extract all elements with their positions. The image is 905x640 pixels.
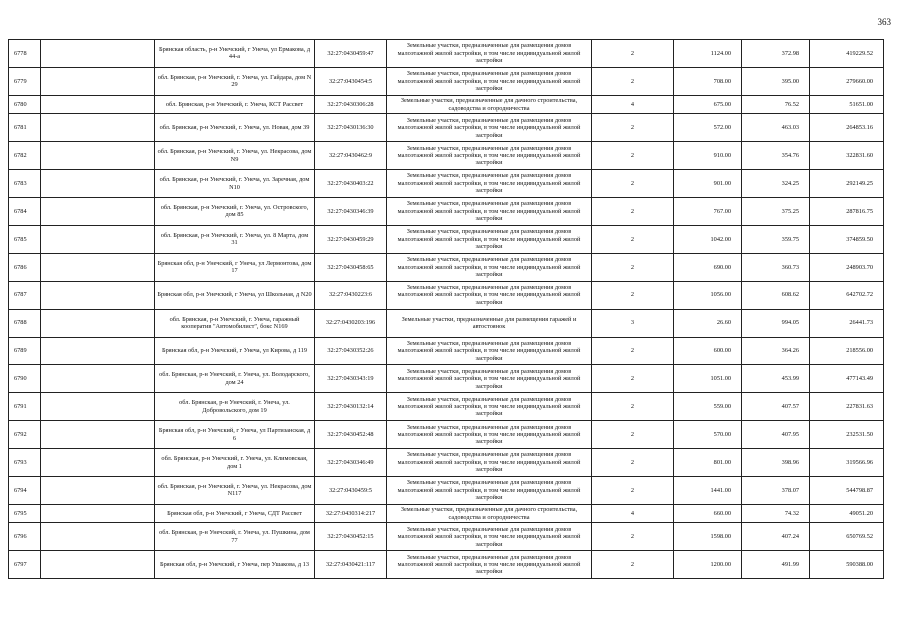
address-cell: обл. Брянская, р-н Унечский, г. Унеча, ул. Климовская, дом 1 bbox=[155, 449, 315, 477]
land-purpose-cell: Земельные участки, предназначенные для размещения домов малоэтажной жилой застройки, в том числе индивидуальной жилой застройки bbox=[387, 198, 592, 226]
land-purpose-cell: Земельные участки, предназначенные для размещения домов малоэтажной жилой застройки, в том числе индивидуальной жилой застройки bbox=[387, 114, 592, 142]
row-number-cell: 6786 bbox=[9, 253, 41, 281]
address-cell: обл. Брянская, р-н Унечский, г. Унеча, КСТ Рассвет bbox=[155, 95, 315, 114]
cadastral-value-cell: 287816.75 bbox=[810, 198, 884, 226]
cadastral-number-cell: 32:27:0430136:30 bbox=[315, 114, 387, 142]
address-cell: обл. Брянская, р-н Унечский, г. Унеча, ул. Гайдара, дом N 29 bbox=[155, 67, 315, 95]
cadastral-value-cell: 248903.70 bbox=[810, 253, 884, 281]
area-cell: 600.00 bbox=[674, 337, 742, 365]
table-row bbox=[9, 142, 884, 170]
specific-value-cell: 360.73 bbox=[742, 253, 810, 281]
area-cell: 1056.00 bbox=[674, 281, 742, 309]
area-cell: 1441.00 bbox=[674, 476, 742, 504]
specific-value-cell: 359.75 bbox=[742, 225, 810, 253]
table-row bbox=[9, 523, 884, 551]
cadastral-value-cell: 232531.50 bbox=[810, 421, 884, 449]
row-number-cell: 6782 bbox=[9, 142, 41, 170]
specific-value-cell: 395.00 bbox=[742, 67, 810, 95]
group-cell: 3 bbox=[592, 309, 674, 337]
area-cell: 660.00 bbox=[674, 504, 742, 523]
cadastral-number-cell: 32:27:0430203:196 bbox=[315, 309, 387, 337]
blank-cell bbox=[41, 67, 155, 95]
group-cell: 2 bbox=[592, 40, 674, 68]
address-cell: обл. Брянская, р-н Унечский, г. Унеча, ул. Некрасова, дом N117 bbox=[155, 476, 315, 504]
address-cell: Брянская область, р-н Унечский, г Унеча, ул Ермакова, д 44-а bbox=[155, 40, 315, 68]
group-cell: 4 bbox=[592, 504, 674, 523]
cadastral-number-cell: 32:27:0430314:217 bbox=[315, 504, 387, 523]
specific-value-cell: 407.24 bbox=[742, 523, 810, 551]
cadastral-value-cell: 292149.25 bbox=[810, 170, 884, 198]
area-cell: 572.00 bbox=[674, 114, 742, 142]
address-cell: обл. Брянская, р-н Унечский, г. Унеча, ул. Островского, дом 85 bbox=[155, 198, 315, 226]
address-cell: Брянская обл, р-н Унечский, г Унеча, ул Кирова, д 119 bbox=[155, 337, 315, 365]
address-cell: обл. Брянская, р-н Унечский, г. Унеча, ул. Володарского, дом 24 bbox=[155, 365, 315, 393]
row-number-cell: 6783 bbox=[9, 170, 41, 198]
cadastral-number-cell: 32:27:0430459:5 bbox=[315, 476, 387, 504]
blank-cell bbox=[41, 225, 155, 253]
table-row bbox=[9, 40, 884, 68]
cadastral-value-cell: 544798.87 bbox=[810, 476, 884, 504]
specific-value-cell: 372.98 bbox=[742, 40, 810, 68]
row-number-cell: 6792 bbox=[9, 421, 41, 449]
area-cell: 708.00 bbox=[674, 67, 742, 95]
row-number-cell: 6794 bbox=[9, 476, 41, 504]
area-cell: 901.00 bbox=[674, 170, 742, 198]
land-purpose-cell: Земельные участки, предназначенные для размещения домов малоэтажной жилой застройки, в том числе индивидуальной жилой застройки bbox=[387, 421, 592, 449]
blank-cell bbox=[41, 337, 155, 365]
table-row bbox=[9, 309, 884, 337]
table-row bbox=[9, 393, 884, 421]
cadastral-number-cell: 32:27:0430459:47 bbox=[315, 40, 387, 68]
blank-cell bbox=[41, 142, 155, 170]
address-cell: обл. Брянская, р-н Унечский, г. Унеча, ул. Добровольского, дом 19 bbox=[155, 393, 315, 421]
cadastral-value-cell: 51651.00 bbox=[810, 95, 884, 114]
specific-value-cell: 994.05 bbox=[742, 309, 810, 337]
group-cell: 2 bbox=[592, 142, 674, 170]
cadastral-number-cell: 32:27:0430452:48 bbox=[315, 421, 387, 449]
table-row bbox=[9, 337, 884, 365]
cadastral-value-cell: 218556.00 bbox=[810, 337, 884, 365]
specific-value-cell: 354.76 bbox=[742, 142, 810, 170]
blank-cell bbox=[41, 114, 155, 142]
cadastral-number-cell: 32:27:0430459:29 bbox=[315, 225, 387, 253]
specific-value-cell: 398.96 bbox=[742, 449, 810, 477]
land-purpose-cell: Земельные участки, предназначенные для размещения домов малоэтажной жилой застройки, в том числе индивидуальной жилой застройки bbox=[387, 449, 592, 477]
group-cell: 2 bbox=[592, 198, 674, 226]
cadastral-value-cell: 419229.52 bbox=[810, 40, 884, 68]
land-purpose-cell: Земельные участки, предназначенные для размещения домов малоэтажной жилой застройки, в том числе индивидуальной жилой застройки bbox=[387, 170, 592, 198]
cadastral-value-cell: 590388.00 bbox=[810, 551, 884, 579]
cadastral-number-cell: 32:27:0430458:65 bbox=[315, 253, 387, 281]
row-number-cell: 6791 bbox=[9, 393, 41, 421]
land-purpose-cell: Земельные участки, предназначенные для размещения домов малоэтажной жилой застройки, в том числе индивидуальной жилой застройки bbox=[387, 365, 592, 393]
address-cell: обл. Брянская, р-н Унечский, г. Унеча, ул. 8 Марта, дом 31 bbox=[155, 225, 315, 253]
row-number-cell: 6778 bbox=[9, 40, 41, 68]
table-row bbox=[9, 551, 884, 579]
address-cell: Брянская обл, р-н Унечский, г Унеча, ул Лермонтова, дом 17 bbox=[155, 253, 315, 281]
row-number-cell: 6781 bbox=[9, 114, 41, 142]
blank-cell bbox=[41, 393, 155, 421]
address-cell: Брянская обл, р-н Унечский, г Унеча, СДТ Рассвет bbox=[155, 504, 315, 523]
land-purpose-cell: Земельные участки, предназначенные для размещения домов малоэтажной жилой застройки, в том числе индивидуальной жилой застройки bbox=[387, 281, 592, 309]
land-purpose-cell: Земельные участки, предназначенные для дачного строительства, садоводства и огородничества bbox=[387, 504, 592, 523]
group-cell: 2 bbox=[592, 67, 674, 95]
group-cell: 4 bbox=[592, 95, 674, 114]
row-number-cell: 6785 bbox=[9, 225, 41, 253]
table-body bbox=[9, 40, 884, 579]
table-row bbox=[9, 95, 884, 114]
blank-cell bbox=[41, 449, 155, 477]
group-cell: 2 bbox=[592, 393, 674, 421]
blank-cell bbox=[41, 170, 155, 198]
cadastral-number-cell: 32:27:0430421:117 bbox=[315, 551, 387, 579]
cadastral-number-cell: 32:27:0430223:6 bbox=[315, 281, 387, 309]
blank-cell bbox=[41, 40, 155, 68]
cadastral-number-cell: 32:27:0430454:5 bbox=[315, 67, 387, 95]
land-purpose-cell: Земельные участки, предназначенные для размещения домов малоэтажной жилой застройки, в том числе индивидуальной жилой застройки bbox=[387, 337, 592, 365]
table-row bbox=[9, 67, 884, 95]
blank-cell bbox=[41, 421, 155, 449]
table-row bbox=[9, 198, 884, 226]
area-cell: 801.00 bbox=[674, 449, 742, 477]
group-cell: 2 bbox=[592, 170, 674, 198]
row-number-cell: 6793 bbox=[9, 449, 41, 477]
area-cell: 1124.00 bbox=[674, 40, 742, 68]
blank-cell bbox=[41, 281, 155, 309]
group-cell: 2 bbox=[592, 365, 674, 393]
land-purpose-cell: Земельные участки, предназначенные для размещения домов малоэтажной жилой застройки, в том числе индивидуальной жилой застройки bbox=[387, 142, 592, 170]
blank-cell bbox=[41, 523, 155, 551]
row-number-cell: 6788 bbox=[9, 309, 41, 337]
specific-value-cell: 453.99 bbox=[742, 365, 810, 393]
cadastral-value-cell: 477143.49 bbox=[810, 365, 884, 393]
blank-cell bbox=[41, 504, 155, 523]
cadastral-value-cell: 319566.96 bbox=[810, 449, 884, 477]
specific-value-cell: 324.25 bbox=[742, 170, 810, 198]
area-cell: 1051.00 bbox=[674, 365, 742, 393]
cadastral-number-cell: 32:27:0430132:14 bbox=[315, 393, 387, 421]
group-cell: 2 bbox=[592, 281, 674, 309]
land-purpose-cell: Земельные участки, предназначенные для размещения домов малоэтажной жилой застройки, в том числе индивидуальной жилой застройки bbox=[387, 523, 592, 551]
land-purpose-cell: Земельные участки, предназначенные для размещения домов малоэтажной жилой застройки, в том числе индивидуальной жилой застройки bbox=[387, 476, 592, 504]
cadastral-value-cell: 374859.50 bbox=[810, 225, 884, 253]
table-row bbox=[9, 504, 884, 523]
specific-value-cell: 378.07 bbox=[742, 476, 810, 504]
row-number-cell: 6789 bbox=[9, 337, 41, 365]
row-number-cell: 6797 bbox=[9, 551, 41, 579]
row-number-cell: 6795 bbox=[9, 504, 41, 523]
cadastral-number-cell: 32:27:0430343:19 bbox=[315, 365, 387, 393]
land-purpose-cell: Земельные участки, предназначенные для размещения домов малоэтажной жилой застройки, в том числе индивидуальной жилой застройки bbox=[387, 253, 592, 281]
area-cell: 559.00 bbox=[674, 393, 742, 421]
row-number-cell: 6796 bbox=[9, 523, 41, 551]
blank-cell bbox=[41, 309, 155, 337]
group-cell: 2 bbox=[592, 551, 674, 579]
area-cell: 570.00 bbox=[674, 421, 742, 449]
land-purpose-cell: Земельные участки, предназначенные для размещения домов малоэтажной жилой застройки, в том числе индивидуальной жилой застройки bbox=[387, 67, 592, 95]
cadastral-number-cell: 32:27:0430346:49 bbox=[315, 449, 387, 477]
cadastral-value-cell: 49051.20 bbox=[810, 504, 884, 523]
cadastral-value-cell: 227831.63 bbox=[810, 393, 884, 421]
cadastral-number-cell: 32:27:0430403:22 bbox=[315, 170, 387, 198]
group-cell: 2 bbox=[592, 225, 674, 253]
cadastral-value-cell: 279660.00 bbox=[810, 67, 884, 95]
land-purpose-cell: Земельные участки, предназначенные для размещения гаражей и автостоянок bbox=[387, 309, 592, 337]
cadastral-value-cell: 26441.73 bbox=[810, 309, 884, 337]
cadastral-number-cell: 32:27:0430352:26 bbox=[315, 337, 387, 365]
address-cell: Брянская обл, р-н Унечский, г Унеча, ул Школьная, д N20 bbox=[155, 281, 315, 309]
address-cell: обл. Брянская, р-н Унечский, г. Унеча, ул. Некрасова, дом N9 bbox=[155, 142, 315, 170]
table-row bbox=[9, 449, 884, 477]
table-row bbox=[9, 421, 884, 449]
table-row bbox=[9, 476, 884, 504]
group-cell: 2 bbox=[592, 337, 674, 365]
cadastral-number-cell: 32:27:0430452:15 bbox=[315, 523, 387, 551]
land-valuation-table bbox=[8, 39, 884, 579]
cadastral-value-cell: 650769.52 bbox=[810, 523, 884, 551]
row-number-cell: 6779 bbox=[9, 67, 41, 95]
cadastral-value-cell: 322831.60 bbox=[810, 142, 884, 170]
address-cell: Брянская обл, р-н Унечский, г Унеча, ул Партизанская, д 6 bbox=[155, 421, 315, 449]
table-row bbox=[9, 281, 884, 309]
address-cell: обл. Брянская, р-н Унечский, г. Унеча, ул. Новая, дом 39 bbox=[155, 114, 315, 142]
blank-cell bbox=[41, 551, 155, 579]
group-cell: 2 bbox=[592, 253, 674, 281]
specific-value-cell: 491.99 bbox=[742, 551, 810, 579]
cadastral-number-cell: 32:27:0430306:28 bbox=[315, 95, 387, 114]
specific-value-cell: 76.52 bbox=[742, 95, 810, 114]
area-cell: 767.00 bbox=[674, 198, 742, 226]
row-number-cell: 6780 bbox=[9, 95, 41, 114]
area-cell: 1042.00 bbox=[674, 225, 742, 253]
area-cell: 26.60 bbox=[674, 309, 742, 337]
row-number-cell: 6784 bbox=[9, 198, 41, 226]
group-cell: 2 bbox=[592, 421, 674, 449]
specific-value-cell: 375.25 bbox=[742, 198, 810, 226]
land-purpose-cell: Земельные участки, предназначенные для размещения домов малоэтажной жилой застройки, в том числе индивидуальной жилой застройки bbox=[387, 551, 592, 579]
row-number-cell: 6787 bbox=[9, 281, 41, 309]
cadastral-number-cell: 32:27:0430346:39 bbox=[315, 198, 387, 226]
group-cell: 2 bbox=[592, 476, 674, 504]
specific-value-cell: 407.57 bbox=[742, 393, 810, 421]
land-purpose-cell: Земельные участки, предназначенные для дачного строительства, садоводства и огородничества bbox=[387, 95, 592, 114]
area-cell: 1200.00 bbox=[674, 551, 742, 579]
cadastral-value-cell: 642702.72 bbox=[810, 281, 884, 309]
specific-value-cell: 364.26 bbox=[742, 337, 810, 365]
group-cell: 2 bbox=[592, 449, 674, 477]
blank-cell bbox=[41, 365, 155, 393]
specific-value-cell: 608.62 bbox=[742, 281, 810, 309]
specific-value-cell: 463.03 bbox=[742, 114, 810, 142]
address-cell: обл. Брянская, р-н Унечский, г. Унеча, ул. Заречная, дом N10 bbox=[155, 170, 315, 198]
address-cell: обл. Брянская, р-н Унечский, г. Унеча, ул. Пушкина, дом 77 bbox=[155, 523, 315, 551]
land-purpose-cell: Земельные участки, предназначенные для размещения домов малоэтажной жилой застройки, в том числе индивидуальной жилой застройки bbox=[387, 225, 592, 253]
blank-cell bbox=[41, 95, 155, 114]
cadastral-number-cell: 32:27:0430462:9 bbox=[315, 142, 387, 170]
group-cell: 2 bbox=[592, 523, 674, 551]
cadastral-value-cell: 264853.16 bbox=[810, 114, 884, 142]
blank-cell bbox=[41, 198, 155, 226]
page-number: 363 bbox=[877, 17, 891, 27]
land-purpose-cell: Земельные участки, предназначенные для размещения домов малоэтажной жилой застройки, в том числе индивидуальной жилой застройки bbox=[387, 393, 592, 421]
blank-cell bbox=[41, 253, 155, 281]
area-cell: 910.00 bbox=[674, 142, 742, 170]
table-row bbox=[9, 253, 884, 281]
address-cell: обл. Брянская, р-н Унечский, г. Унеча, гаражный кооператив "Автомобилист", бокс N169 bbox=[155, 309, 315, 337]
table-row bbox=[9, 114, 884, 142]
address-cell: Брянская обл, р-н Унечский, г Унеча, пер Ушакова, д 13 bbox=[155, 551, 315, 579]
land-purpose-cell: Земельные участки, предназначенные для размещения домов малоэтажной жилой застройки, в том числе индивидуальной жилой застройки bbox=[387, 40, 592, 68]
row-number-cell: 6790 bbox=[9, 365, 41, 393]
specific-value-cell: 74.32 bbox=[742, 504, 810, 523]
area-cell: 690.00 bbox=[674, 253, 742, 281]
area-cell: 675.00 bbox=[674, 95, 742, 114]
table-row bbox=[9, 170, 884, 198]
table-row bbox=[9, 365, 884, 393]
table-row bbox=[9, 225, 884, 253]
area-cell: 1598.00 bbox=[674, 523, 742, 551]
blank-cell bbox=[41, 476, 155, 504]
specific-value-cell: 407.95 bbox=[742, 421, 810, 449]
group-cell: 2 bbox=[592, 114, 674, 142]
